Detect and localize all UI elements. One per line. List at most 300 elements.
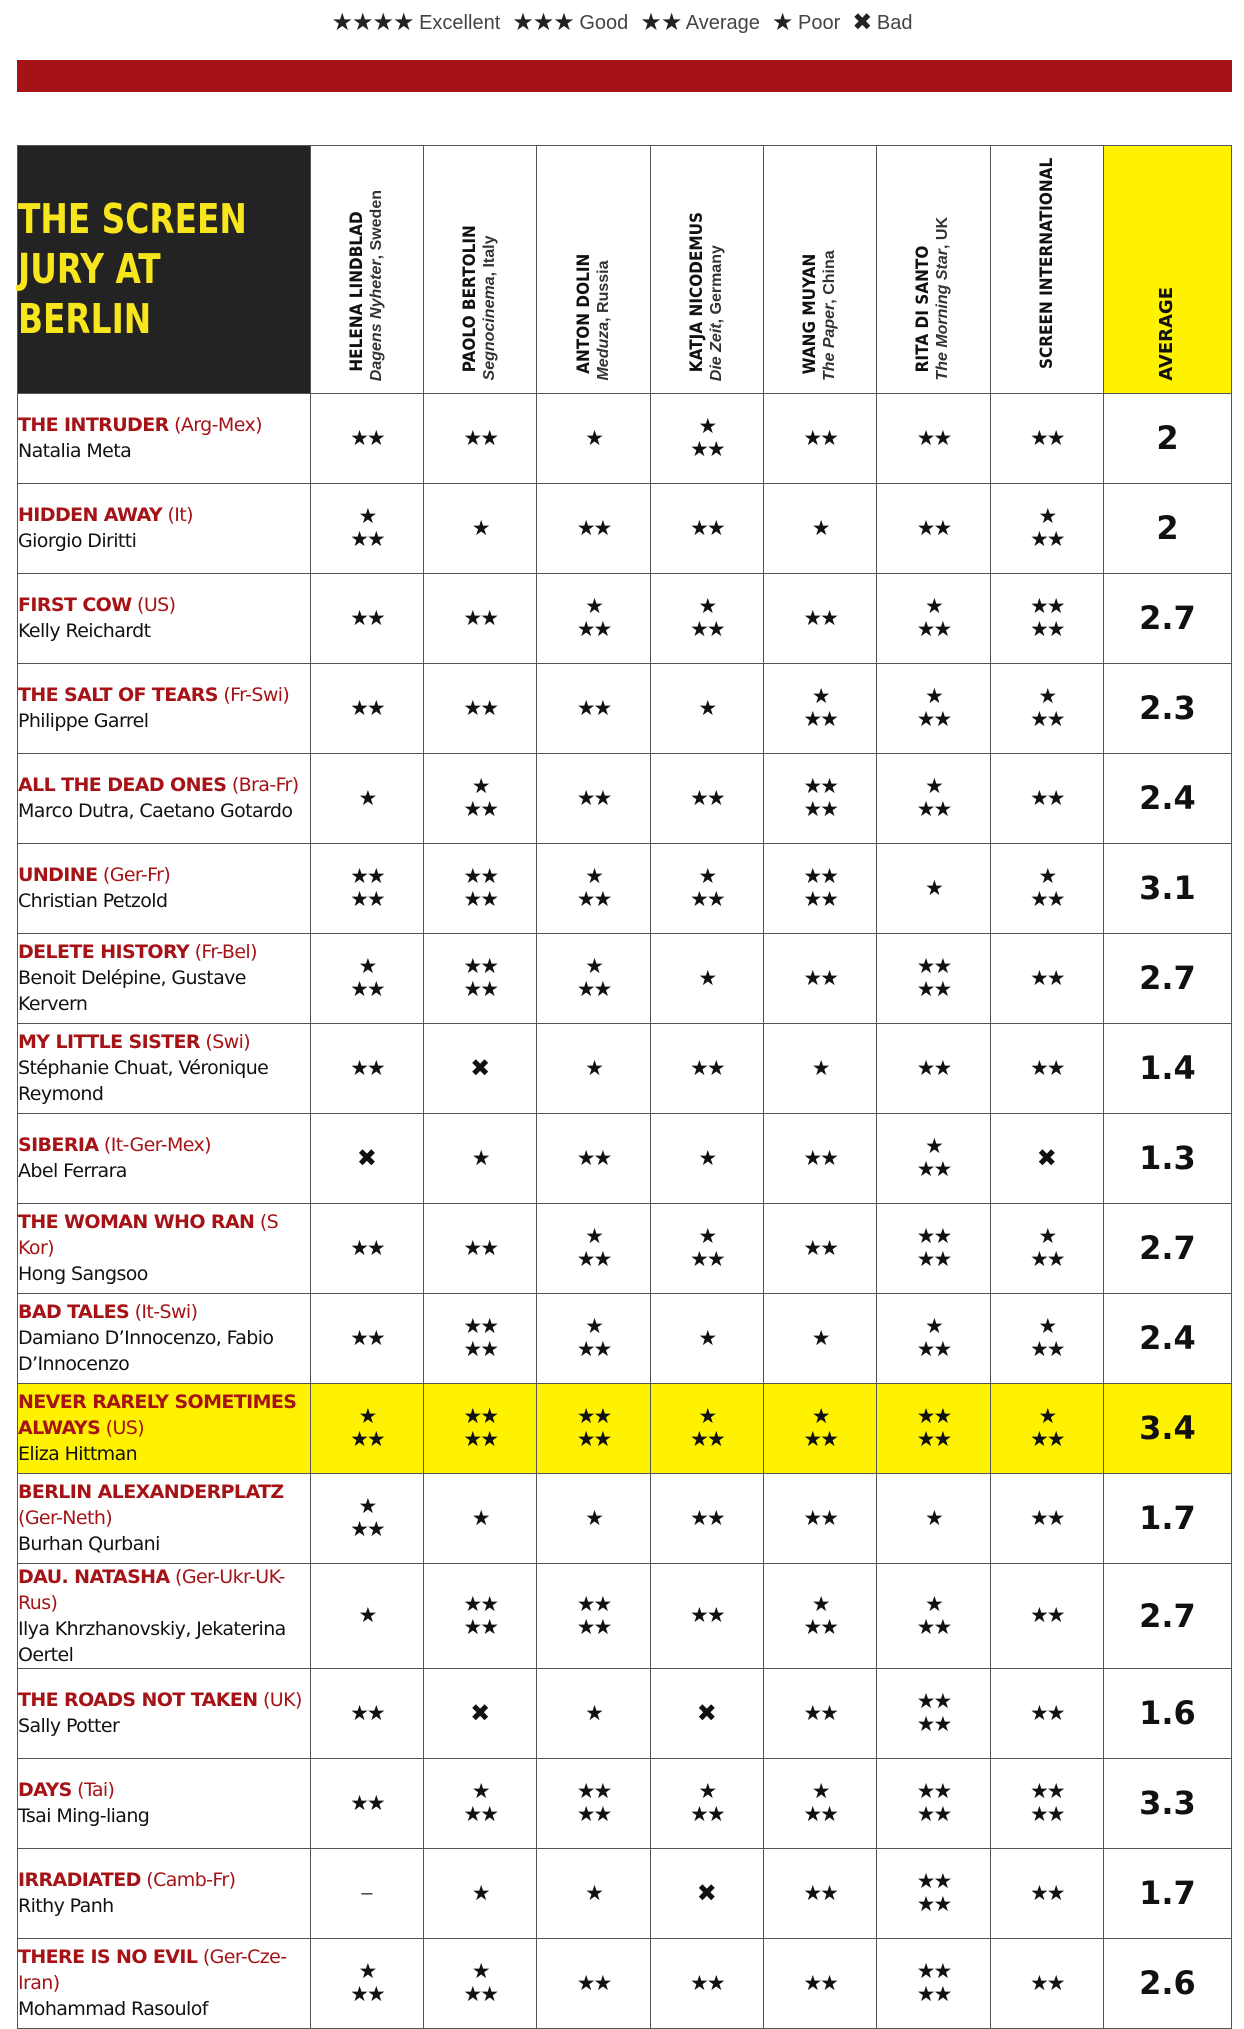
stars-2-icon: ★★	[803, 1880, 837, 1905]
stars-3-icon: ★ ★★	[350, 1959, 384, 2007]
rating-cell	[763, 1023, 876, 1113]
film-info	[18, 1758, 311, 1848]
rating-cell	[763, 1203, 876, 1293]
average-score: 2.4	[1103, 753, 1231, 843]
stars-4-icon: ★★ ★★	[916, 1779, 951, 1827]
legend-item	[852, 8, 912, 37]
bad-cross-icon: ✖	[1036, 1144, 1057, 1173]
stars-1-icon: ★	[471, 515, 489, 540]
rating-cell	[424, 1668, 537, 1758]
film-row	[18, 1203, 1232, 1293]
rating-cell	[310, 1473, 423, 1563]
average-score: 1.7	[1103, 1848, 1231, 1938]
rating-cell	[537, 753, 650, 843]
film-info	[18, 393, 311, 483]
film-row	[18, 663, 1232, 753]
stars-1-icon: ★	[811, 1055, 829, 1080]
critic-header-text	[1037, 146, 1057, 381]
film-title: UNDINE	[18, 864, 98, 887]
stars-1-icon: ★	[585, 425, 602, 450]
stars-4-icon: ★★ ★★	[463, 1404, 498, 1452]
publication-name: The Paper	[821, 303, 839, 381]
stars-4-icon: ★★ ★★	[576, 1404, 611, 1452]
rating-cell	[990, 1668, 1103, 1758]
stars-3-icon: ★ ★★	[916, 1314, 951, 1362]
film-info	[18, 1938, 311, 2028]
legend-label: Average	[685, 12, 760, 34]
critic-header-text	[347, 190, 387, 381]
rating-cell	[310, 753, 423, 843]
rating-cell	[537, 933, 650, 1023]
publication-location: , Italy	[481, 235, 499, 277]
stars-1-icon: ★	[811, 1325, 829, 1350]
publication-name: Segnocinema	[481, 276, 499, 381]
rating-cell	[424, 1758, 537, 1848]
bad-cross-icon: ✖	[470, 1054, 491, 1083]
film-info	[18, 1113, 311, 1203]
film-info	[18, 573, 311, 663]
rating-cell	[537, 1758, 650, 1848]
rating-cell	[990, 393, 1103, 483]
rating-cell	[877, 753, 990, 843]
chart-title	[18, 146, 311, 394]
critic-header	[650, 146, 763, 394]
film-row	[18, 1563, 1232, 1668]
stars-2-icon: ★★	[1029, 1603, 1064, 1628]
publication-location: , China	[821, 250, 839, 304]
stars-2-icon: ★★	[803, 1145, 837, 1170]
publication-name: Meduza	[594, 322, 612, 381]
stars-2-icon: ★★	[1029, 1970, 1064, 1995]
film-info	[18, 483, 311, 573]
rating-cell	[990, 1113, 1103, 1203]
film-row	[18, 843, 1232, 933]
legend-star-icon: ★★★	[512, 9, 574, 36]
no-rating-dash: –	[361, 1881, 373, 1904]
rating-cell	[650, 1668, 763, 1758]
film-country: (Ger-Fr)	[102, 864, 171, 887]
rating-cell	[310, 1293, 423, 1383]
rating-cell	[763, 1293, 876, 1383]
rating-cell	[877, 1848, 990, 1938]
film-title: DAU. NATASHA	[18, 1565, 170, 1588]
stars-1-icon: ★	[585, 1880, 602, 1905]
stars-2-icon: ★★	[463, 695, 498, 720]
stars-2-icon: ★★	[690, 1505, 724, 1530]
stars-2-icon: ★★	[576, 1970, 611, 1995]
rating-cell	[537, 1848, 650, 1938]
rating-cell	[537, 1473, 650, 1563]
stars-2-icon: ★★	[803, 1235, 837, 1260]
rating-cell	[650, 1383, 763, 1473]
stars-3-icon: ★ ★★	[576, 594, 611, 642]
film-director: Giorgio Diritti	[18, 530, 137, 553]
rating-cell	[537, 393, 650, 483]
film-row	[18, 933, 1232, 1023]
critic-header-text	[574, 247, 614, 381]
bad-cross-icon: ✖	[356, 1144, 377, 1173]
stars-3-icon: ★ ★★	[690, 1779, 724, 1827]
rating-cell	[763, 933, 876, 1023]
rating-cell	[990, 1938, 1103, 2028]
film-director: Hong Sangsoo	[18, 1263, 148, 1286]
stars-2-icon: ★★	[463, 425, 498, 450]
stars-4-icon: ★★ ★★	[1029, 594, 1064, 642]
film-info	[18, 1203, 311, 1293]
legend-star-icon: ★★★★	[331, 9, 414, 36]
film-row	[18, 1758, 1232, 1848]
rating-cell	[990, 753, 1103, 843]
publication-name: Die Zeit	[707, 322, 725, 381]
rating-cell	[650, 663, 763, 753]
stars-3-icon: ★ ★★	[1029, 1314, 1064, 1362]
critic-publication	[707, 203, 727, 381]
stars-2-icon: ★★	[350, 1055, 384, 1080]
stars-2-icon: ★★	[1029, 1505, 1064, 1530]
rating-cell	[424, 843, 537, 933]
rating-cell	[650, 753, 763, 843]
stars-2-icon: ★★	[576, 785, 611, 810]
table-body	[18, 393, 1232, 2028]
stars-2-icon: ★★	[1029, 1700, 1064, 1725]
stars-1-icon: ★	[698, 695, 716, 720]
rating-cell	[877, 1668, 990, 1758]
stars-2-icon: ★★	[463, 605, 498, 630]
rating-cell	[310, 1203, 423, 1293]
stars-3-icon: ★ ★★	[690, 1404, 724, 1452]
stars-3-icon: ★ ★★	[576, 954, 611, 1002]
critic-name: ANTON DOLIN	[573, 253, 594, 375]
film-country: (It-Swi)	[134, 1301, 198, 1324]
stars-4-icon: ★★ ★★	[463, 864, 498, 912]
rating-cell	[990, 1758, 1103, 1848]
stars-3-icon: ★ ★★	[916, 1591, 951, 1639]
stars-2-icon: ★★	[350, 425, 384, 450]
film-title: MY LITTLE SISTER	[18, 1031, 200, 1054]
rating-cell	[763, 1113, 876, 1203]
legend-item	[331, 8, 500, 37]
rating-cell	[877, 393, 990, 483]
film-title: THE SALT OF TEARS	[18, 684, 218, 707]
rating-cell	[650, 843, 763, 933]
critic-name: HELENA LINDBLAD	[346, 210, 367, 372]
stars-2-icon: ★★	[690, 1055, 724, 1080]
jury-grid-table	[17, 145, 1232, 2029]
rating-cell	[763, 843, 876, 933]
rating-cell	[877, 1203, 990, 1293]
stars-3-icon: ★ ★★	[803, 1404, 837, 1452]
rating-cell	[537, 483, 650, 573]
rating-cell	[424, 1383, 537, 1473]
rating-cell	[763, 1758, 876, 1848]
average-score: 1.6	[1103, 1668, 1231, 1758]
stars-2-icon: ★★	[690, 515, 724, 540]
film-director: Kelly Reichardt	[18, 620, 151, 643]
stars-2-icon: ★★	[916, 515, 951, 540]
rating-cell	[310, 1938, 423, 2028]
rating-cell	[424, 753, 537, 843]
critic-publication	[367, 190, 387, 381]
rating-cell	[424, 1563, 537, 1668]
rating-cell	[990, 483, 1103, 573]
film-row	[18, 1023, 1232, 1113]
stars-1-icon: ★	[925, 1505, 942, 1530]
critic-header-text	[800, 247, 840, 381]
critic-header	[877, 146, 990, 394]
average-score: 3.1	[1103, 843, 1231, 933]
header-red-bar	[17, 60, 1232, 92]
film-director: Stéphanie Chuat, Véronique Reymond	[18, 1057, 269, 1106]
rating-cell	[877, 663, 990, 753]
stars-3-icon: ★ ★★	[1029, 1404, 1064, 1452]
film-row	[18, 573, 1232, 663]
critic-name: RITA DI SANTO	[913, 245, 934, 373]
average-score: 2.6	[1103, 1938, 1231, 2028]
film-title: BAD TALES	[18, 1301, 130, 1324]
stars-4-icon: ★★ ★★	[463, 1591, 498, 1639]
rating-cell	[877, 1473, 990, 1563]
rating-cell	[650, 1848, 763, 1938]
stars-3-icon: ★ ★★	[576, 1224, 611, 1272]
chart-title-line: JURY AT	[18, 245, 161, 294]
film-country: (Arg-Mex)	[174, 414, 262, 437]
stars-1-icon: ★	[471, 1505, 489, 1530]
film-title: BERLIN ALEXANDERPLATZ	[18, 1481, 284, 1504]
stars-1-icon: ★	[471, 1880, 489, 1905]
publication-location: , Germany	[707, 244, 725, 323]
rating-cell	[424, 1938, 537, 2028]
film-director: Burhan Qurbani	[18, 1533, 160, 1556]
legend-label: Poor	[798, 12, 841, 34]
rating-cell	[763, 483, 876, 573]
average-score: 2.4	[1103, 1293, 1231, 1383]
film-title: NEVER RARELY SOMETIMES ALWAYS	[18, 1391, 297, 1440]
stars-2-icon: ★★	[690, 1603, 724, 1628]
rating-cell	[990, 1293, 1103, 1383]
publication-name: Dagens Nyheter	[367, 258, 385, 381]
legend-item	[772, 8, 840, 37]
film-country: (Ger-Cze-Iran)	[18, 1946, 287, 1995]
legend-star-icon: ★	[771, 9, 793, 36]
average-score: 1.4	[1103, 1023, 1231, 1113]
stars-2-icon: ★★	[803, 1700, 837, 1725]
film-director: Eliza Hittman	[18, 1443, 138, 1466]
rating-cell	[650, 1293, 763, 1383]
film-country: (Bra-Fr)	[231, 774, 299, 797]
film-director: Mohammad Rasoulof	[18, 1998, 208, 2021]
stars-3-icon: ★ ★★	[576, 1314, 611, 1362]
publication-name: The Morning Star	[934, 249, 952, 381]
stars-4-icon: ★★ ★★	[350, 864, 384, 912]
average-label: AVERAGE	[1156, 286, 1178, 381]
stars-3-icon: ★ ★★	[690, 864, 724, 912]
critic-header	[990, 146, 1103, 394]
film-title: THE WOMAN WHO RAN	[18, 1211, 255, 1234]
rating-cell	[537, 573, 650, 663]
rating-cell	[990, 1023, 1103, 1113]
legend-item	[512, 8, 628, 37]
film-row	[18, 1293, 1232, 1383]
film-title: SIBERIA	[18, 1134, 99, 1157]
film-country: (US)	[137, 594, 176, 617]
film-info	[18, 1473, 311, 1563]
rating-cell	[310, 843, 423, 933]
rating-cell	[877, 843, 990, 933]
stars-4-icon: ★★ ★★	[1029, 1779, 1064, 1827]
stars-1-icon: ★	[698, 965, 716, 990]
film-row	[18, 1938, 1232, 2028]
average-score: 2	[1103, 393, 1231, 483]
rating-cell	[424, 1113, 537, 1203]
stars-1-icon: ★	[585, 1055, 602, 1080]
rating-cell	[310, 1023, 423, 1113]
stars-4-icon: ★★ ★★	[576, 1779, 611, 1827]
film-title: THERE IS NO EVIL	[18, 1946, 198, 1969]
stars-1-icon: ★	[585, 1700, 602, 1725]
stars-2-icon: ★★	[1029, 965, 1064, 990]
film-info	[18, 1023, 311, 1113]
film-row	[18, 1668, 1232, 1758]
critic-publication	[820, 247, 840, 381]
rating-cell	[424, 393, 537, 483]
film-info	[18, 1293, 311, 1383]
average-header	[1103, 146, 1231, 394]
rating-cell	[763, 1668, 876, 1758]
film-info	[18, 1383, 311, 1473]
stars-1-icon: ★	[698, 1145, 716, 1170]
film-info	[18, 933, 311, 1023]
rating-cell	[877, 1293, 990, 1383]
stars-3-icon: ★ ★★	[1029, 864, 1064, 912]
rating-cell	[424, 1848, 537, 1938]
rating-cell	[877, 933, 990, 1023]
stars-3-icon: ★ ★★	[576, 864, 611, 912]
stars-2-icon: ★★	[350, 605, 384, 630]
critic-name: SCREEN INTERNATIONAL	[1036, 157, 1057, 369]
film-director: Philippe Garrel	[18, 710, 149, 733]
legend-item	[640, 8, 760, 37]
stars-2-icon: ★★	[576, 695, 611, 720]
rating-cell	[877, 1383, 990, 1473]
stars-3-icon: ★ ★★	[916, 684, 951, 732]
stars-1-icon: ★	[358, 785, 376, 810]
film-title: DAYS	[18, 1779, 72, 1802]
stars-3-icon: ★ ★★	[690, 594, 724, 642]
film-title: IRRADIATED	[18, 1869, 141, 1892]
stars-4-icon: ★★ ★★	[463, 1314, 498, 1362]
legend-star-icon: ✖	[852, 9, 872, 36]
chart-title-line: BERLIN	[18, 295, 152, 344]
film-country: (S Kor)	[18, 1211, 279, 1260]
film-country: (UK)	[262, 1689, 302, 1712]
rating-cell	[650, 1758, 763, 1848]
rating-cell	[650, 1938, 763, 2028]
critic-header	[537, 146, 650, 394]
stars-3-icon: ★ ★★	[916, 594, 951, 642]
rating-cell	[877, 573, 990, 663]
critic-publication	[933, 217, 953, 381]
rating-legend	[0, 8, 1244, 37]
stars-3-icon: ★ ★★	[803, 1591, 837, 1639]
rating-cell	[763, 1848, 876, 1938]
film-title: THE INTRUDER	[18, 414, 169, 437]
film-title: HIDDEN AWAY	[18, 504, 163, 527]
rating-cell	[537, 843, 650, 933]
film-title: THE ROADS NOT TAKEN	[18, 1689, 258, 1712]
stars-2-icon: ★★	[350, 695, 384, 720]
critic-name: WANG MUYAN	[800, 253, 821, 375]
average-header-text	[1157, 287, 1177, 381]
film-country: (It)	[167, 504, 193, 527]
average-score: 3.4	[1103, 1383, 1231, 1473]
stars-4-icon: ★★ ★★	[916, 1404, 951, 1452]
critic-header	[310, 146, 423, 394]
stars-2-icon: ★★	[1029, 785, 1064, 810]
critic-header-text	[460, 217, 500, 380]
film-country: (Ger-Neth)	[18, 1507, 113, 1530]
stars-4-icon: ★★ ★★	[916, 954, 951, 1002]
stars-4-icon: ★★ ★★	[803, 774, 837, 822]
film-country: (Tai)	[77, 1779, 115, 1802]
film-director: Abel Ferrara	[18, 1160, 127, 1183]
rating-cell	[990, 663, 1103, 753]
rating-cell	[650, 1563, 763, 1668]
film-director: Natalia Meta	[18, 440, 132, 463]
rating-cell	[537, 1023, 650, 1113]
rating-cell	[537, 1668, 650, 1758]
film-title: FIRST COW	[18, 594, 132, 617]
rating-cell	[424, 483, 537, 573]
rating-cell	[877, 1023, 990, 1113]
rating-cell	[424, 663, 537, 753]
film-info	[18, 663, 311, 753]
film-director: Damiano D’Innocenzo, Fabio D’Innocenzo	[18, 1327, 274, 1376]
stars-3-icon: ★ ★★	[350, 504, 384, 552]
average-score: 1.7	[1103, 1473, 1231, 1563]
stars-3-icon: ★ ★★	[803, 1779, 837, 1827]
stars-3-icon: ★ ★★	[1029, 504, 1064, 552]
average-score: 2.7	[1103, 1563, 1231, 1668]
rating-cell	[763, 1383, 876, 1473]
average-score: 3.3	[1103, 1758, 1231, 1848]
rating-cell	[763, 753, 876, 843]
film-info	[18, 753, 311, 843]
bad-cross-icon: ✖	[696, 1879, 717, 1908]
rating-cell	[424, 1023, 537, 1113]
rating-cell	[537, 1113, 650, 1203]
stars-2-icon: ★★	[916, 425, 951, 450]
stars-2-icon: ★★	[690, 1970, 724, 1995]
legend-label: Bad	[876, 12, 913, 34]
stars-4-icon: ★★ ★★	[916, 1959, 951, 2007]
stars-2-icon: ★★	[576, 1145, 611, 1170]
film-country: (US)	[105, 1417, 145, 1440]
stars-2-icon: ★★	[463, 1235, 498, 1260]
rating-cell	[310, 663, 423, 753]
rating-cell	[763, 1938, 876, 2028]
stars-2-icon: ★★	[803, 1505, 837, 1530]
rating-cell	[310, 1758, 423, 1848]
stars-4-icon: ★★ ★★	[463, 954, 498, 1002]
rating-cell	[990, 1473, 1103, 1563]
rating-cell	[424, 1473, 537, 1563]
film-row	[18, 1113, 1232, 1203]
stars-2-icon: ★★	[576, 515, 611, 540]
rating-cell	[650, 1023, 763, 1113]
rating-cell	[990, 1563, 1103, 1668]
film-row	[18, 1848, 1232, 1938]
stars-2-icon: ★★	[350, 1325, 384, 1350]
